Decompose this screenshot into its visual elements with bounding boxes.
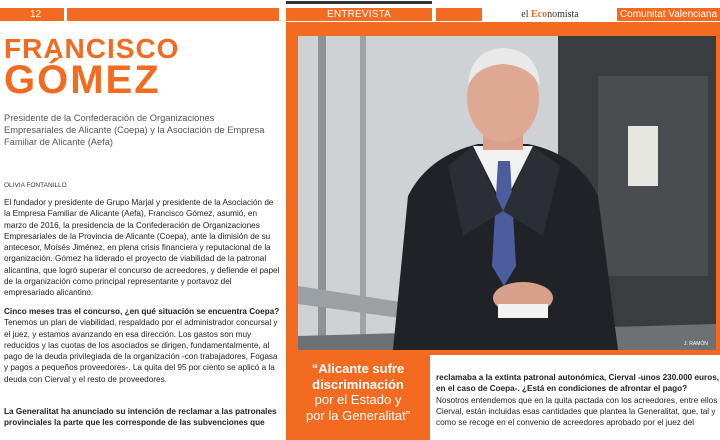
answer-2: Nosotros entendemos que en la quita pactada con los acreedores, entre ellos Cierval, están incluidas esas cantidades que plantea la Generalitat, que, tal y como se recoge en el convenio de acreedores aprobado por el juez del	[436, 395, 718, 428]
question-2-start	[4, 406, 280, 429]
answer-1: Tenemos un plan de viabilidad, respaldado por el administrador concursal y el juez, y estamos avanzando en esa dirección. Los gastos son muy reducidos y las cuotas de los asociados se dirigen, fundamentalmente, al pago de la deuda privilegiada de la organización -con trabajadores, Fogasa y pagos a pequeños proveedores-. La quita del 95 por ciento se aplicó a la deuda con Cierval y el resto de proveedores.	[4, 318, 278, 384]
page-number: 12	[0, 8, 64, 21]
question-2-part-2: reclamaba a la extinta patronal autonómica, Cierval -unos 230.000 euros, en el caso de Coepa-. ¿Está en condiciones de afrontar el pago?	[436, 373, 720, 394]
subtitle: Presidente de la Confederación de Organizaciones Empresariales de Alicante (Coepa) y la Asociación de Empresa Familiar de Alicante (Aefa)	[4, 113, 265, 147]
logo-suffix: nomista	[547, 9, 579, 20]
portrait-illustration	[298, 36, 716, 350]
publication-logo	[486, 7, 614, 22]
logo-eco: Eco	[530, 9, 548, 20]
pull-quote-line-1: “Alicante sufre	[311, 361, 405, 376]
question-answer-1	[4, 306, 280, 385]
photo-credit: J. RAMÓN	[684, 341, 708, 347]
question-2-part-1: La Generalitat ha anunciado su intención de reclamar a las patronales provinciales la parte que les corresponde de las subvenciones que	[4, 407, 277, 428]
section-rule	[286, 1, 432, 4]
header-stripe-left	[67, 8, 279, 21]
header-stripe-right	[436, 8, 482, 21]
section-label: ENTREVISTA	[286, 8, 432, 21]
question-answer-2	[436, 372, 720, 428]
title-first-name: FRANCISCO	[4, 33, 180, 64]
pull-quote-line-2: discriminación	[312, 376, 404, 392]
title-last-name: GÓMEZ	[4, 58, 161, 102]
logo-prefix: el	[521, 9, 529, 20]
portrait-photo	[298, 36, 716, 350]
pull-quote-line-3: por el Estado y	[314, 392, 402, 407]
intro-paragraph: El fundador y presidente de Grupo Marjal y presidente de la Asociación de la Empresa Familiar de Alicante (Aefa), Francisco Gómez, asumió, en marzo de 2016, la presidencia de la Confederación de Organizaciones Empresariales de la Provincia de Alicante (Coepa), ante la dimisión de su antecesor, Moisés Jiménez, en plena crisis financiera y reputacional de la organización. Gómez ha liderado el proyecto de viabilidad de la patronal alicantina, que logró superar el concurso de acreedores, y defiende el papel de la organización como principal representante y portavoz del empresariado alicantino.	[4, 198, 280, 298]
question-1: Cinco meses tras el concurso, ¿en qué situación se encuentra Coepa?	[4, 307, 280, 316]
region-label: Comunitat Valenciana	[617, 8, 720, 21]
pull-quote	[286, 355, 430, 440]
byline: OLIVIA FONTANILLO	[4, 182, 67, 189]
pull-quote-line-4: por la Generalitat”	[305, 407, 411, 423]
